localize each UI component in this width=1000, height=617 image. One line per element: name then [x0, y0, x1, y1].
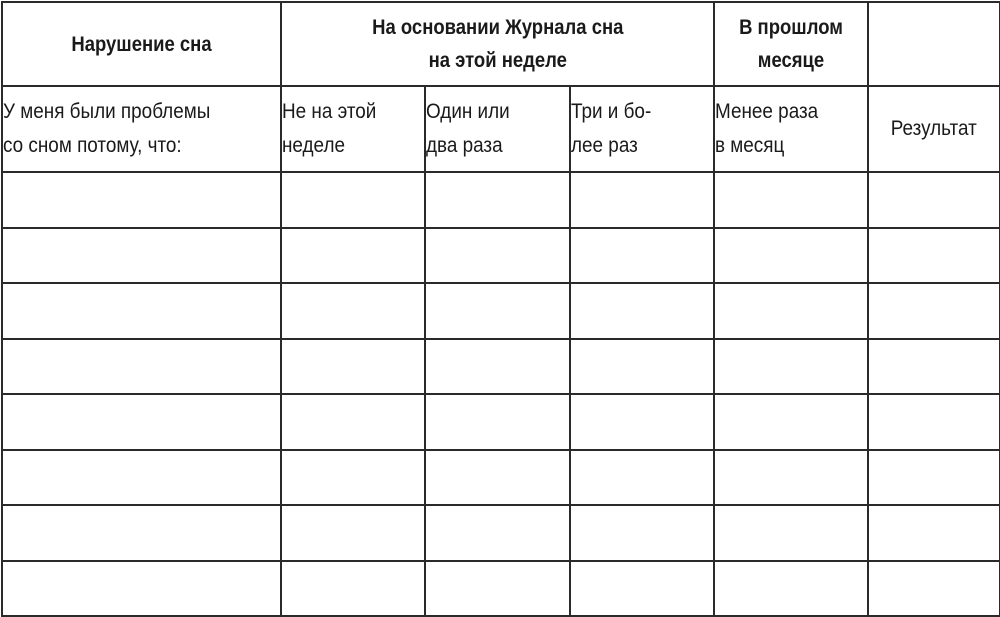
table-cell: [2, 450, 281, 506]
table-row: [2, 394, 1000, 450]
table-cell: [714, 394, 868, 450]
header-last-month-line1: В прошлом: [739, 16, 843, 39]
table-cell: [281, 172, 425, 228]
table-cell: [714, 172, 868, 228]
table-cell: [570, 394, 714, 450]
header-empty: [868, 2, 1000, 86]
table-cell: [281, 561, 425, 617]
table-cell: [714, 228, 868, 284]
table-cell: [2, 283, 281, 339]
table-cell: [714, 561, 868, 617]
table-cell: [425, 172, 570, 228]
subheader-not-this-week: Не на этой неделе: [281, 86, 425, 172]
table-cell: [425, 228, 570, 284]
table-cell: [714, 339, 868, 395]
header-row: [2, 2, 1000, 86]
table-cell: [570, 450, 714, 506]
table-cell: [425, 339, 570, 395]
table-cell: [425, 505, 570, 561]
table-cell: [281, 394, 425, 450]
table-cell: [868, 561, 1000, 617]
table-cell: [868, 505, 1000, 561]
table-cell: [2, 505, 281, 561]
subheader-row: [2, 86, 1000, 172]
header-sleep-diary-line1: На основании Журнала сна: [371, 16, 624, 39]
sleep-disorder-table: [1, 1, 1000, 617]
table-cell: [425, 394, 570, 450]
table-row: [2, 172, 1000, 228]
subheader-once-or-twice: Один или два раза: [425, 86, 570, 172]
table-cell: [2, 172, 281, 228]
table-cell: [281, 228, 425, 284]
table-row: [2, 450, 1000, 506]
header-last-month: [714, 2, 868, 86]
table-cell: [570, 228, 714, 284]
table-cell: [281, 339, 425, 395]
table-cell: [2, 228, 281, 284]
table-cell: [714, 450, 868, 506]
table-cell: [570, 339, 714, 395]
table-cell: [2, 561, 281, 617]
header-last-month-line2: месяце: [757, 49, 825, 72]
table-row: [2, 228, 1000, 284]
table-row: [2, 283, 1000, 339]
subheader-result: Результат: [868, 86, 1000, 172]
table-cell: [868, 172, 1000, 228]
header-sleep-diary-line2: на этой неделе: [428, 49, 567, 72]
table-cell: [868, 228, 1000, 284]
table-cell: [425, 561, 570, 617]
subheader-problem: У меня были проблемы со сном потому, что:: [2, 86, 281, 172]
table-cell: [570, 283, 714, 339]
table-cell: [425, 450, 570, 506]
table-cell: [868, 450, 1000, 506]
table-cell: [714, 283, 868, 339]
header-sleep-disorder: Нарушение сна: [2, 2, 281, 86]
table-cell: [2, 394, 281, 450]
table-cell: [868, 394, 1000, 450]
table-cell: [868, 339, 1000, 395]
table-cell: [570, 505, 714, 561]
table-cell: [281, 283, 425, 339]
subheader-less-than-monthly: Менее раза в месяц: [714, 86, 868, 172]
table-row: [2, 339, 1000, 395]
table-row: [2, 561, 1000, 617]
table-cell: [570, 561, 714, 617]
table-cell: [281, 505, 425, 561]
header-sleep-diary-this-week: [281, 2, 714, 86]
table-cell: [570, 172, 714, 228]
table-cell: [868, 283, 1000, 339]
table-row: [2, 505, 1000, 561]
table-cell: [714, 505, 868, 561]
blank-rows: [2, 172, 1000, 616]
table-cell: [281, 450, 425, 506]
table-cell: [425, 283, 570, 339]
subheader-three-or-more: Три и бо- лее раз: [570, 86, 714, 172]
table-cell: [2, 339, 281, 395]
